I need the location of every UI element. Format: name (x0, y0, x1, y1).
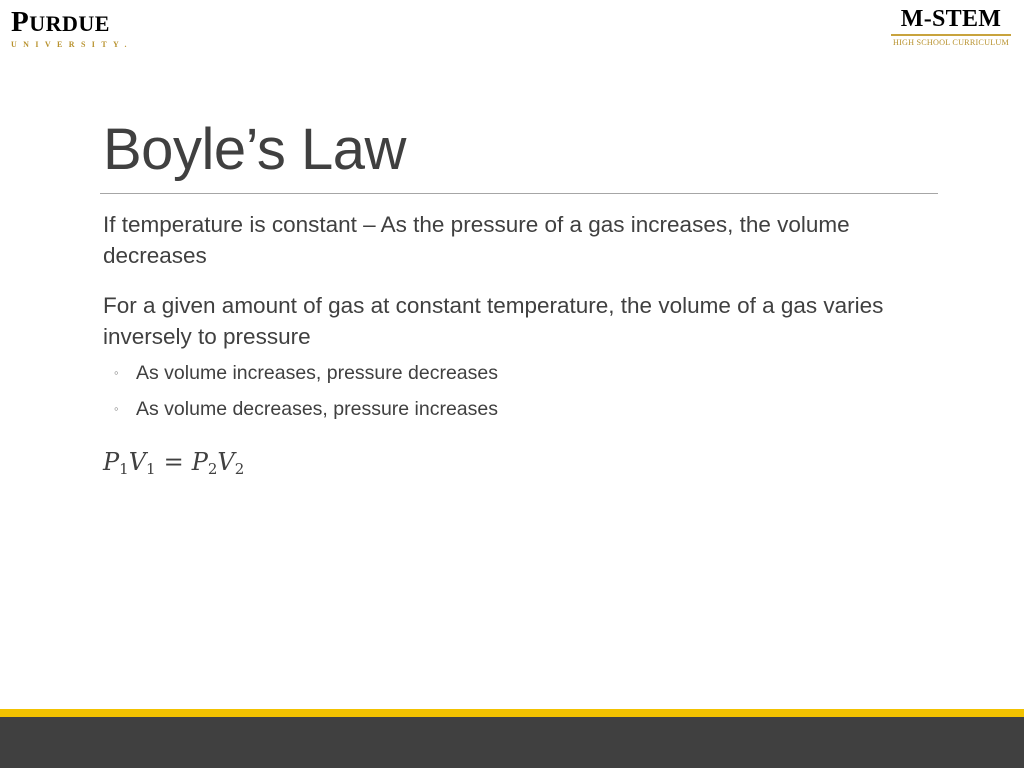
formula-equals: = (163, 448, 184, 476)
formula-p1: P (103, 448, 120, 476)
formula-v1: V (128, 448, 147, 476)
mstem-logo (889, 6, 1013, 48)
circle-bullet-icon: ◦ (114, 365, 119, 380)
formula-p2-sub: 2 (207, 460, 218, 478)
purdue-logo (11, 8, 141, 48)
bullet-item (103, 355, 938, 391)
purdue-sub: UNIVERSITY. (11, 40, 133, 49)
formula-p1-sub: 1 (119, 460, 129, 478)
title-divider (100, 193, 938, 194)
paragraph-inverse-relation: For a given amount of gas at constant temperature, the volume of a gas varies inversely to pressure (103, 293, 884, 349)
formula-v2: V (217, 448, 235, 476)
slide-body (103, 209, 938, 480)
mstem-rule (891, 34, 1011, 36)
footer-band (0, 717, 1024, 768)
formula-p2: P (191, 448, 208, 476)
mstem-sub: HIGH SCHOOL CURRICULUM (893, 38, 1009, 47)
bullet-item (103, 391, 938, 427)
circle-bullet-icon: ◦ (114, 401, 119, 416)
formula-v1-sub: 1 (146, 460, 156, 478)
slide-title: Boyle’s Law (103, 117, 406, 182)
bullet-list (103, 355, 938, 427)
mstem-wordmark: M-STEM (900, 6, 1002, 32)
purdue-wordmark: PURDUE (11, 6, 110, 38)
footer-gold-stripe (0, 709, 1024, 717)
bullet-text: As volume decreases, pressure increases (136, 398, 498, 420)
bullet-text: As volume increases, pressure decreases (136, 362, 498, 384)
paragraph-temperature-constant: If temperature is constant – As the pressure of a gas increases, the volume decreases (103, 212, 850, 268)
boyles-law-formula (103, 444, 938, 480)
formula-v2-sub: 2 (234, 460, 245, 478)
